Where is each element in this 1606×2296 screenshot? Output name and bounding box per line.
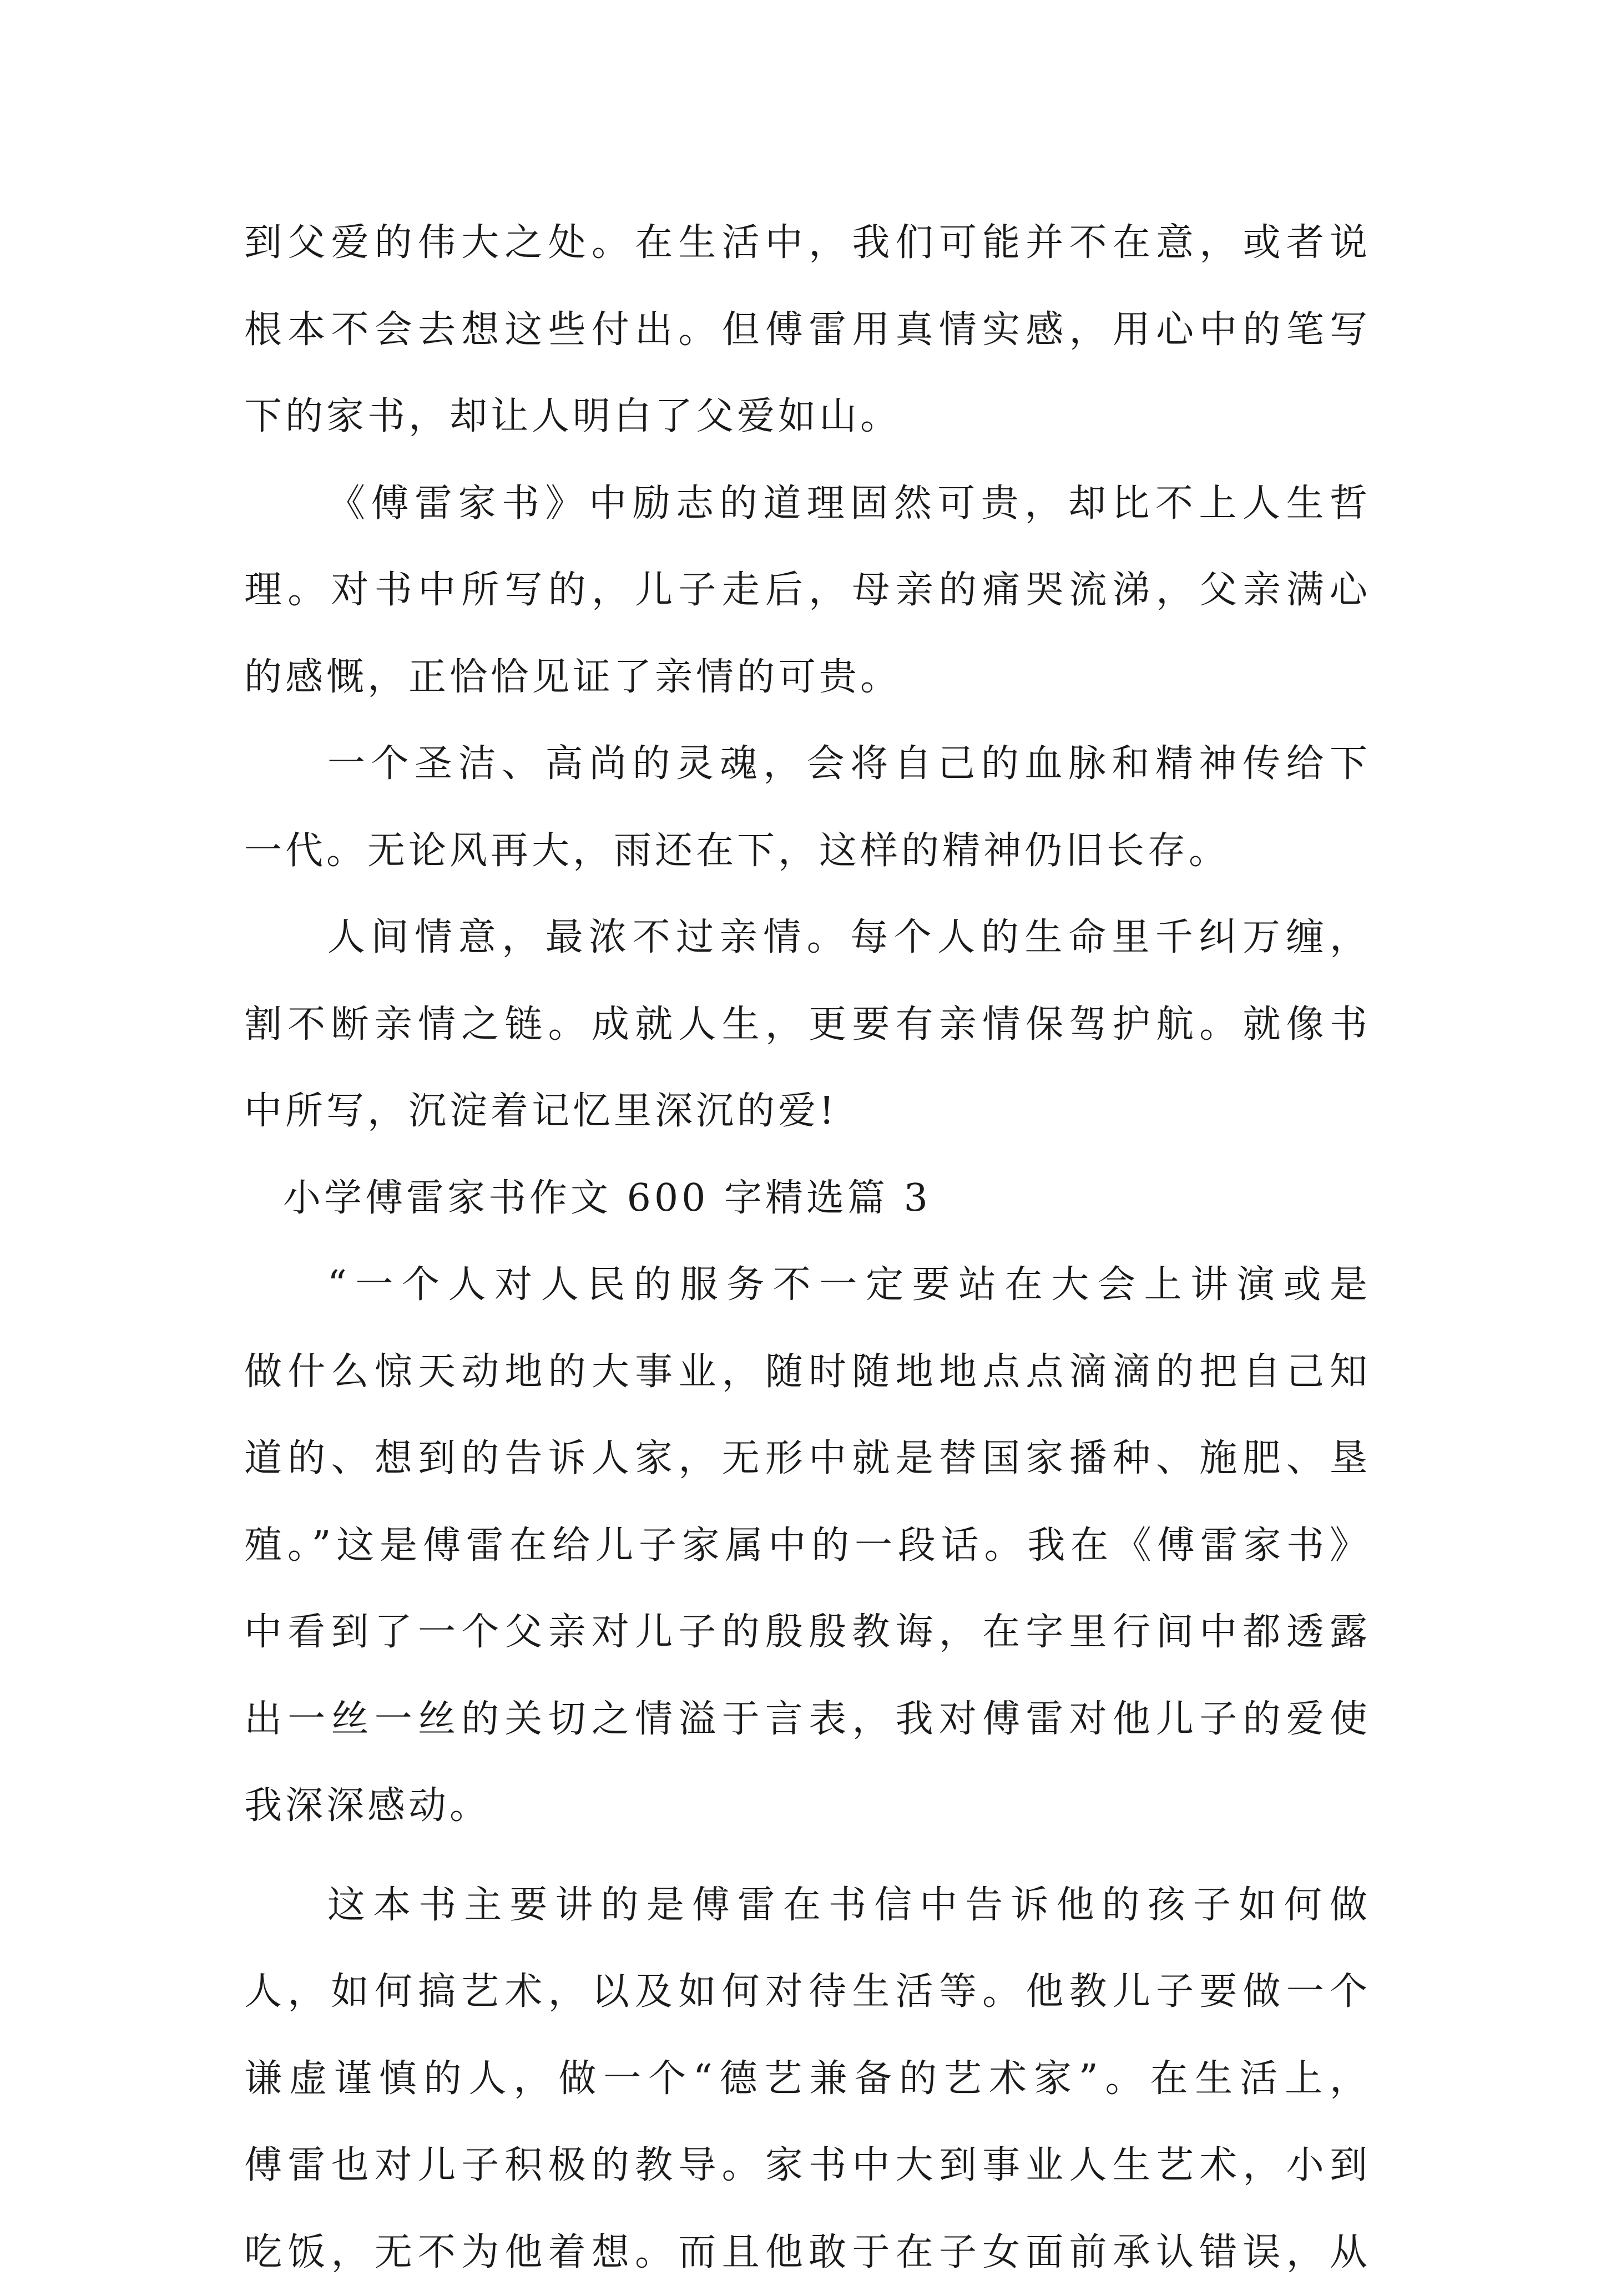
text-line: 根本不会去想这些付出。但傅雷用真情实感，用心中的笔写 <box>244 287 1371 374</box>
paragraph <box>244 721 1371 894</box>
text-line: 谦虚谨慎的人，做一个“德艺兼备的艺术家”。在生活上， <box>244 2036 1371 2123</box>
paragraph <box>244 200 1371 461</box>
heading-text: 小学傅雷家书作文 600 字精选篇 3 <box>244 1155 1371 1242</box>
paragraph <box>244 1242 1371 1850</box>
text-line: 割不断亲情之链。成就人生，更要有亲情保驾护航。就像书 <box>244 982 1371 1069</box>
text-line: 一个圣洁、高尚的灵魂，会将自己的血脉和精神传给下 <box>244 721 1371 808</box>
text-line: 《傅雷家书》中励志的道理固然可贵，却比不上人生哲 <box>244 461 1371 548</box>
text-line: 下的家书，却让人明白了父爱如山。 <box>244 373 1371 461</box>
text-line: 我深深感动。 <box>244 1763 1371 1850</box>
text-line: 傅雷也对儿子积极的教导。家书中大到事业人生艺术，小到 <box>244 2122 1371 2209</box>
text-line: 中看到了一个父亲对儿子的殷殷教诲，在字里行间中都透露 <box>244 1589 1371 1676</box>
text-line: “一个人对人民的服务不一定要站在大会上讲演或是 <box>244 1242 1371 1329</box>
text-line: 中所写，沉淀着记忆里深沉的爱! <box>244 1068 1371 1155</box>
text-line: 理。对书中所写的，儿子走后，母亲的痛哭流涕，父亲满心 <box>244 547 1371 634</box>
text-line: 人，如何搞艺术，以及如何对待生活等。他教儿子要做一个 <box>244 1949 1371 2036</box>
paragraph <box>244 461 1371 721</box>
text-line: 道的、想到的告诉人家，无形中就是替国家播种、施肥、垦 <box>244 1415 1371 1503</box>
paragraph-gap <box>244 1850 1371 1862</box>
text-line: 吃饭，无不为他着想。而且他敢于在子女面前承认错误，从 <box>244 2209 1371 2296</box>
text-line: 人间情意，最浓不过亲情。每个人的生命里千纠万缠， <box>244 894 1371 982</box>
text-line: 出一丝一丝的关切之情溢于言表，我对傅雷对他儿子的爱使 <box>244 1676 1371 1763</box>
text-line: 这本书主要讲的是傅雷在书信中告诉他的孩子如何做 <box>244 1862 1371 1949</box>
paragraph <box>244 894 1371 1155</box>
text-line: 的感慨，正恰恰见证了亲情的可贵。 <box>244 634 1371 721</box>
text-line: 殖。”这是傅雷在给儿子家属中的一段话。我在《傅雷家书》 <box>244 1503 1371 1590</box>
text-line: 做什么惊天动地的大事业，随时随地地点点滴滴的把自己知 <box>244 1329 1371 1416</box>
section-heading <box>244 1155 1371 1242</box>
text-line: 到父爱的伟大之处。在生活中，我们可能并不在意，或者说 <box>244 200 1371 287</box>
text-line: 一代。无论风再大，雨还在下，这样的精神仍旧长存。 <box>244 808 1371 895</box>
body-text <box>244 200 1371 2296</box>
paragraph <box>244 1862 1371 2296</box>
